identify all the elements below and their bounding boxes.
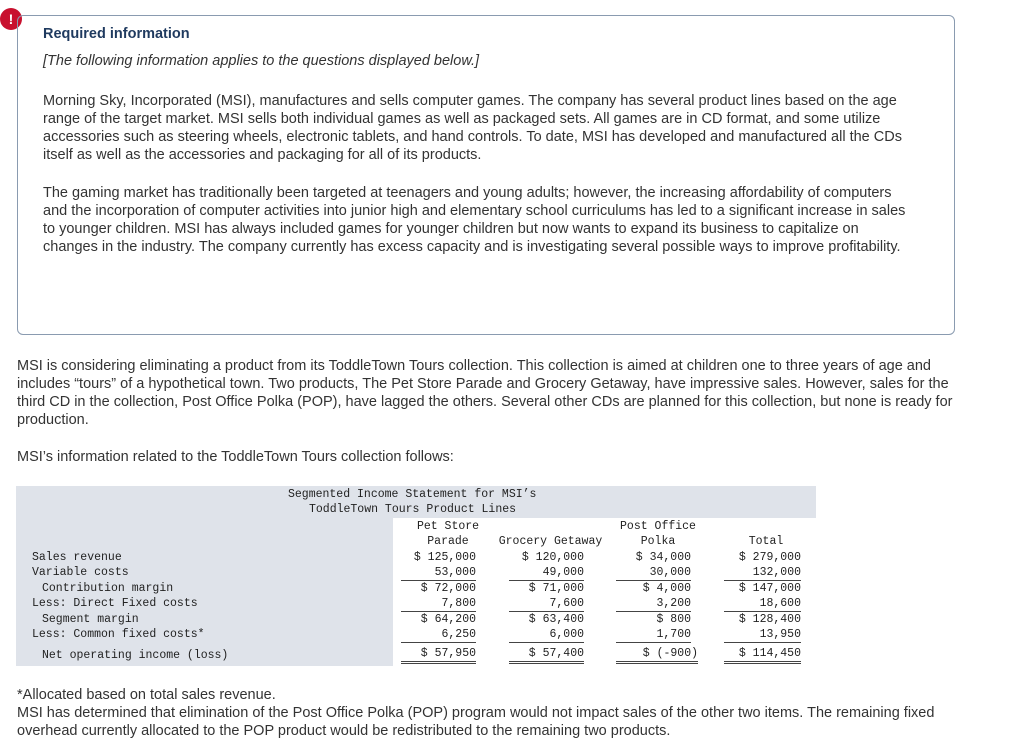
cell-variable-post: 30,000: [616, 565, 691, 581]
cell-segment-pet: $ 64,200: [420, 613, 476, 626]
row-label-contribution-margin: Contribution margin: [42, 582, 174, 595]
row-label-net-operating-income: Net operating income (loss): [42, 649, 229, 662]
column-header-grocery-getaway: Grocery Getaway: [498, 535, 603, 548]
row-label-common-fixed-costs: Less: Common fixed costs*: [32, 628, 205, 641]
exclamation-icon: !: [0, 8, 22, 30]
scenario-paragraph: MSI is considering eliminating a product from its ToddleTown Tours collection. This collection is aimed at children one to three years of age and includes “tours” of a hypothetical town. Two products, The Pet Store Parade and Grocery Getaway, have impressive sales. However, sales for the third CD in the collection, Post Office Polka (POP), have lagged the others. Several other CDs are planned for this collection, but none is ready for production.: [17, 358, 953, 428]
intro-paragraph-2: The gaming market has traditionally been targeted at teenagers and young adults; however, the increasing affordability of computers and the incorporation of computer activities into junior high and elementary school curriculums has led to a significant increase in sales to younger children. MSI has always included games for younger children but now wants to expand its business to capitalize on changes in the industry. The company currently has excess capacity and is investigating several possible ways to improve profitability.: [43, 185, 906, 255]
column-header-total: Total: [748, 535, 784, 548]
row-label-variable-costs: Variable costs: [32, 566, 129, 579]
cell-common-fixed-post: 1,700: [616, 627, 691, 643]
cell-net-income-post: $ (-900): [616, 646, 698, 664]
cell-common-fixed-total: 13,950: [724, 627, 801, 643]
intro-paragraph-1: Morning Sky, Incorporated (MSI), manufactures and sells computer games. The company has several product lines based on the age range of the target market. MSI sells both individual games as well as packaged sets. All games are in CD format, and some utilize accessories such as steering wheels, electronic tablets, and hand controls. To date, MSI has developed and manufactured all the CDs itself as well as the accessories and packaging for all of its products.: [43, 93, 902, 163]
required-information-subtitle: [The following information applies to the questions displayed below.]: [43, 53, 480, 69]
column-header-post-office-line1: Post Office: [620, 520, 696, 533]
cell-direct-fixed-pet: 7,800: [401, 596, 476, 612]
required-information-title: Required information: [43, 26, 190, 42]
cell-common-fixed-grocery: 6,000: [509, 627, 584, 643]
cell-segment-total: $ 128,400: [738, 613, 801, 626]
cell-sales-post: $ 34,000: [635, 551, 691, 564]
row-label-segment-margin: Segment margin: [42, 613, 139, 626]
cell-sales-grocery: $ 120,000: [521, 551, 584, 564]
cell-direct-fixed-post: 3,200: [616, 596, 691, 612]
row-label-direct-fixed-costs: Less: Direct Fixed costs: [32, 597, 198, 610]
cell-contribution-pet: $ 72,000: [420, 582, 476, 595]
table-title-line-1: Segmented Income Statement for MSI’s: [288, 488, 537, 501]
cell-net-income-pet: $ 57,950: [401, 646, 476, 664]
column-header-post-office-line2: Polka: [640, 535, 676, 548]
cell-sales-pet: $ 125,000: [413, 551, 476, 564]
cell-variable-grocery: 49,000: [509, 565, 584, 581]
cell-contribution-grocery: $ 71,000: [528, 582, 584, 595]
cell-variable-total: 132,000: [724, 565, 801, 581]
row-label-sales-revenue: Sales revenue: [32, 551, 122, 564]
cell-common-fixed-pet: 6,250: [401, 627, 476, 643]
cell-direct-fixed-total: 18,600: [724, 596, 801, 612]
closing-paragraph: MSI has determined that elimination of the Post Office Polka (POP) program would not impact sales of the other two items. The remaining fixed overhead currently allocated to the POP product would be redistributed to the remaining two products.: [17, 705, 935, 739]
column-header-pet-store-line2: Parade: [427, 535, 469, 548]
cell-net-income-total: $ 114,450: [724, 646, 801, 664]
cell-segment-post: $ 800: [656, 613, 691, 626]
footnote-text: *Allocated based on total sales revenue.: [17, 687, 276, 703]
table-intro-text: MSI’s information related to the ToddleTown Tours collection follows:: [17, 449, 454, 465]
table-title-line-2: ToddleTown Tours Product Lines: [309, 503, 517, 516]
segmented-income-statement-table: [16, 486, 816, 666]
cell-net-income-grocery: $ 57,400: [509, 646, 584, 664]
cell-sales-total: $ 279,000: [738, 551, 801, 564]
cell-variable-pet: 53,000: [401, 565, 476, 581]
cell-contribution-post: $ 4,000: [642, 582, 691, 595]
cell-segment-grocery: $ 63,400: [528, 613, 584, 626]
column-header-pet-store-line1: Pet Store: [416, 520, 480, 533]
cell-contribution-total: $ 147,000: [738, 582, 801, 595]
cell-direct-fixed-grocery: 7,600: [509, 596, 584, 612]
